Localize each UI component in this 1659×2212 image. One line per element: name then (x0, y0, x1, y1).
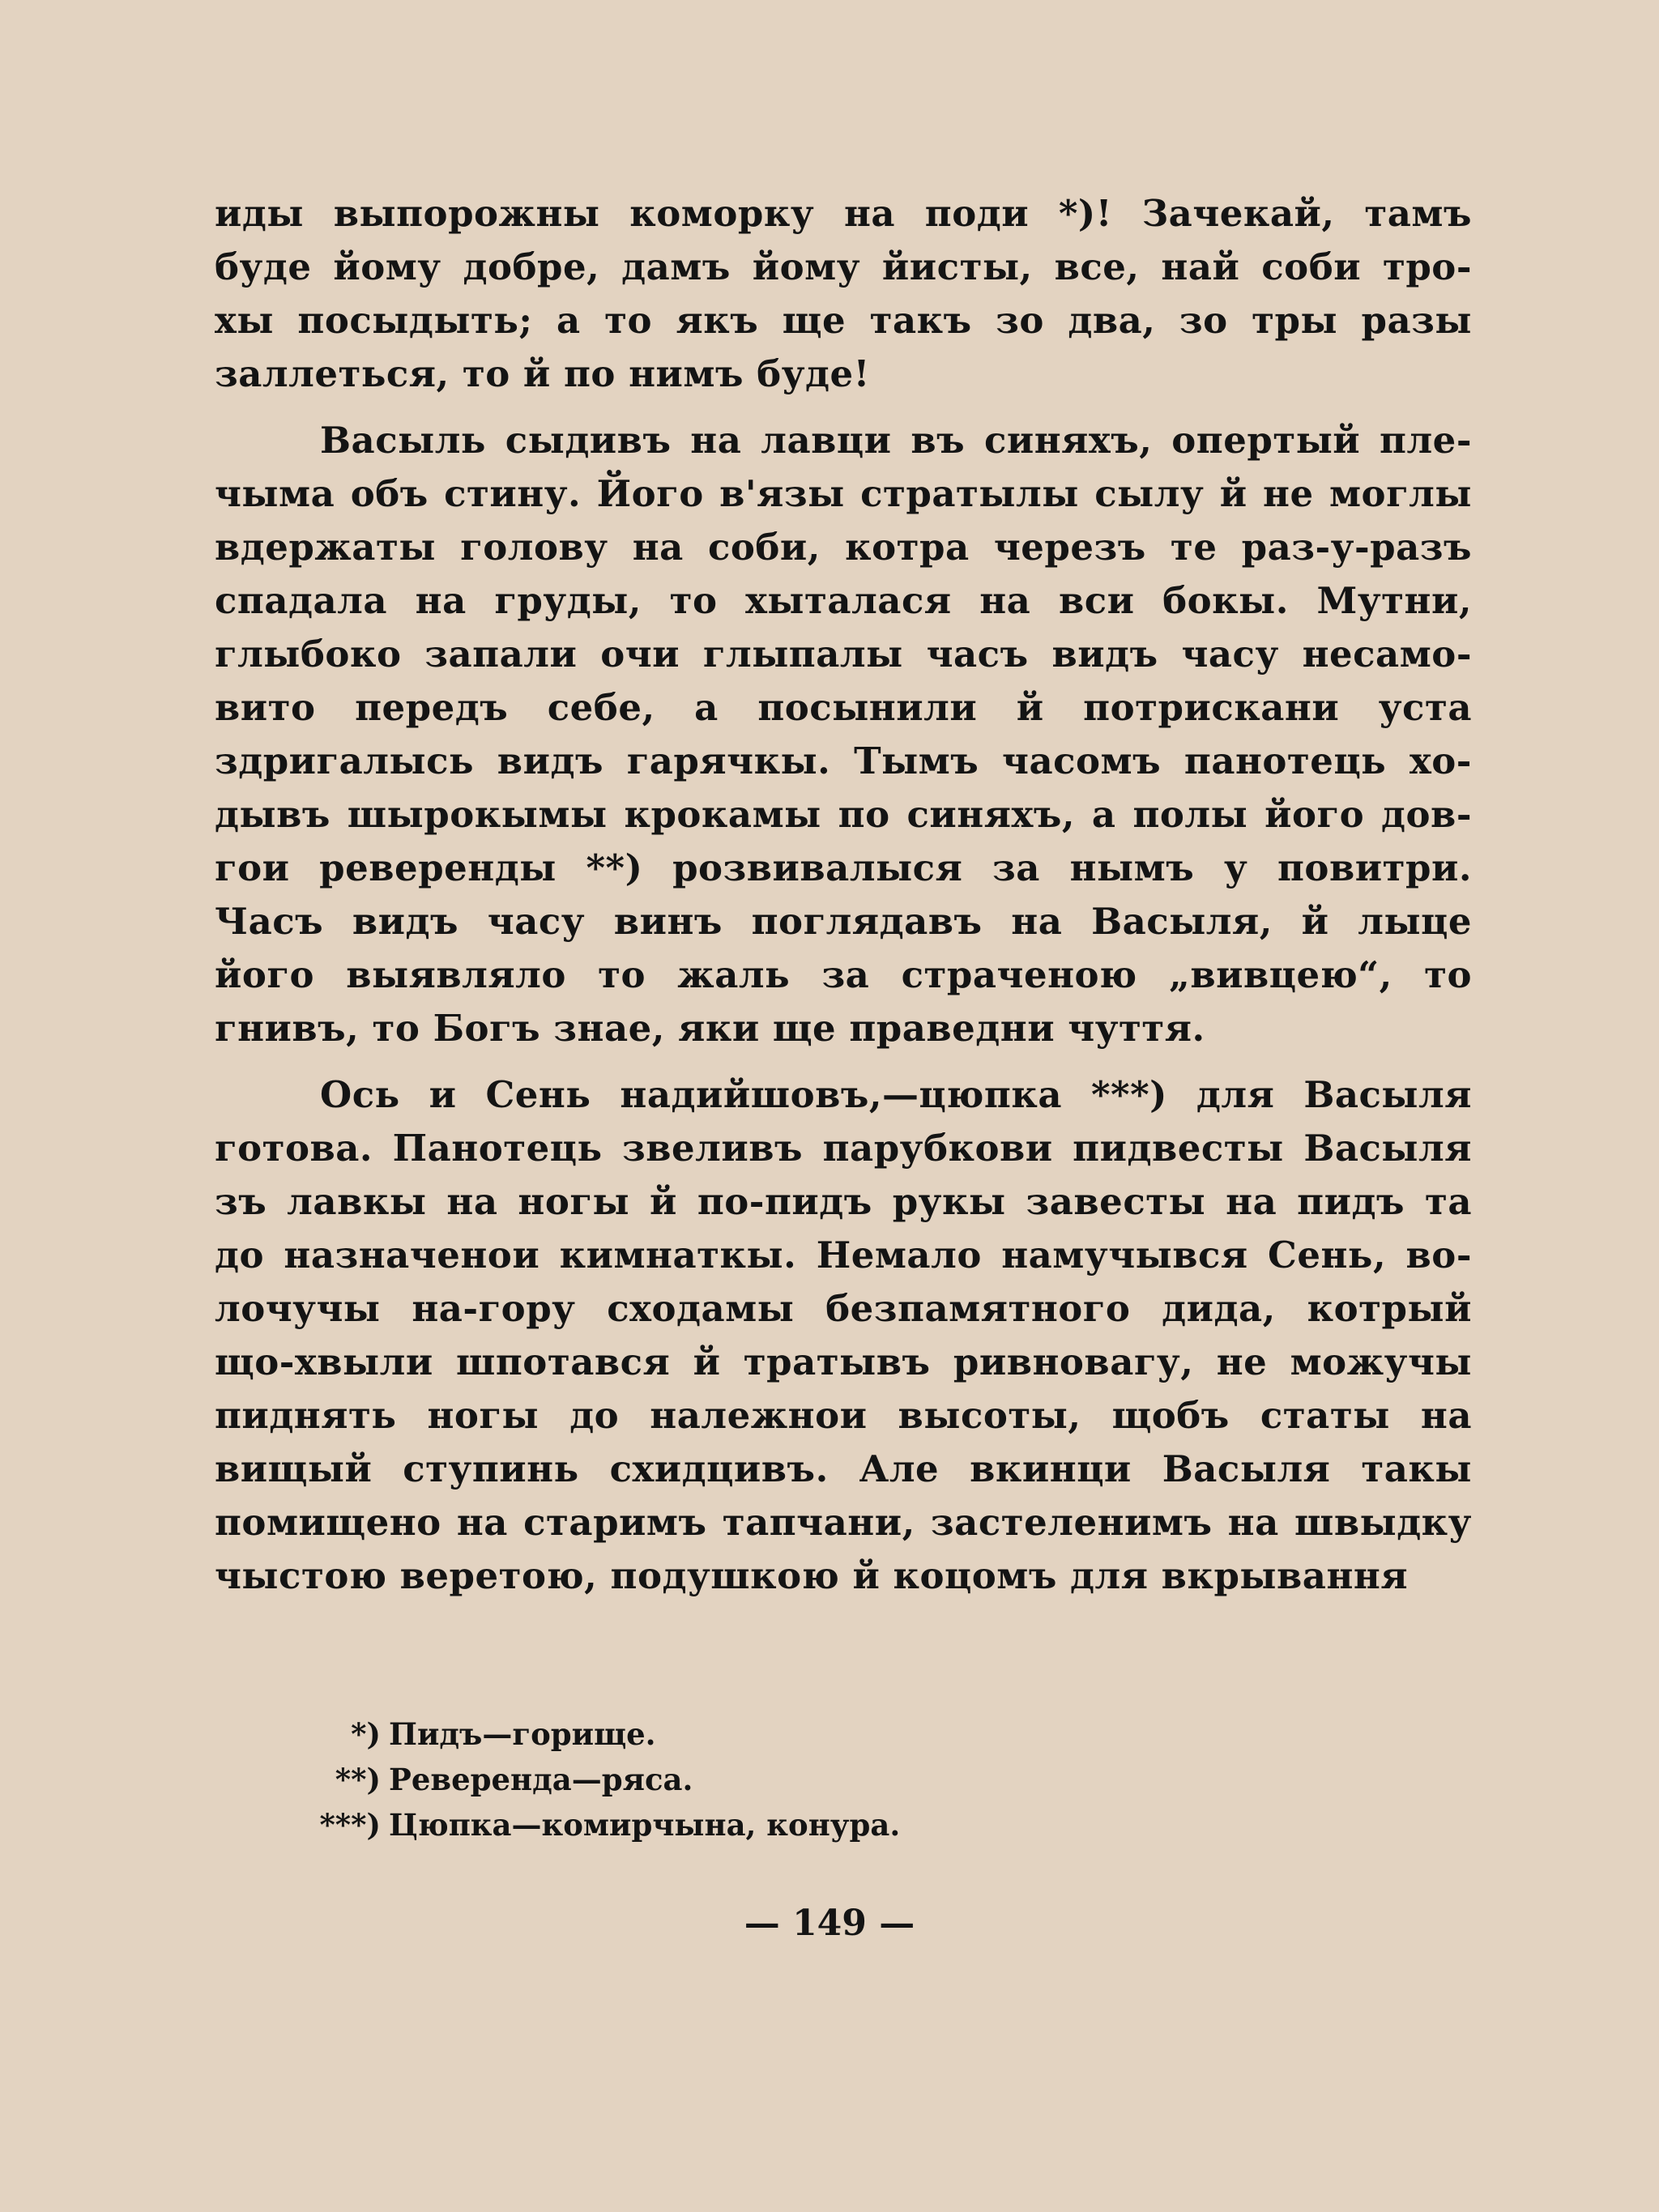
footnote (275, 1802, 1085, 1848)
text-line: пиднять ногы до належнои высоты, щобъ статы на (215, 1394, 1472, 1437)
text-line: дывъ шырокымы крокамы по синяхъ, а полы його дов- (215, 793, 1472, 836)
text-line: вищый ступинь схидцивъ. Але вкинци Васыля такы (215, 1447, 1472, 1490)
body-text (215, 187, 1472, 1603)
text-line: здригалысь видъ гарячкы. Тымъ часомъ панотець хо- (215, 739, 1472, 782)
text-line: помищено на старимъ тапчани, застеленимъ на швыдку (215, 1501, 1472, 1544)
footnote (275, 1757, 1085, 1802)
text-line: Часъ видъ часу винъ поглядавъ на Васыля, й лыце (215, 900, 1472, 943)
text-line: вито передъ себе, а посынили й потрискани уста (215, 686, 1472, 729)
text-line: що-хвыли шпотався й тратывъ ривновагу, не можучы (215, 1340, 1472, 1383)
footnote-text: Реверенда—ряса. (389, 1762, 693, 1797)
text-line: готова. Панотець звеливъ парубкови пидвесты Васыля (215, 1127, 1472, 1170)
paragraph-1 (215, 187, 1472, 401)
text-line: вдержаты голову на соби, котра черезъ те раз-у-разъ (215, 526, 1472, 569)
paragraph-3 (215, 1068, 1472, 1603)
footnote-mark: *) (351, 1716, 381, 1752)
text-line: чыстою веретою, подушкою й коцомъ для вкрывання (215, 1554, 1409, 1597)
footnotes (275, 1711, 1085, 1848)
page-number: — 149 — (744, 1903, 915, 1944)
text-line: до назначенои кимнаткы. Немало намучывся Сень, во- (215, 1234, 1472, 1276)
text-line: глыбоко запали очи глыпалы часъ видъ часу несамо- (215, 633, 1472, 676)
footnote (275, 1711, 1085, 1757)
text-line: заллеться, то й по нимъ буде! (215, 352, 870, 395)
text-line: зъ лавкы на ногы й по-пидъ рукы завесты на пидъ та (215, 1180, 1472, 1223)
text-line: спадала на груды, то хыталася на вси бокы. Мутни, (215, 579, 1472, 622)
footnote-text: Цюпка—комирчына, конура. (389, 1807, 901, 1843)
text-line: чыма объ стину. Його в'язы стратылы сылу й не моглы (215, 472, 1472, 515)
text-line: хы посыдыть; а то якъ ще такъ зо два, зо тры разы (215, 299, 1472, 342)
text-line: иды выпорожны коморку на поди *)! Зачекай, тамъ (215, 192, 1472, 235)
text-line: гнивъ, то Богъ знае, яки ще праведни чуття. (215, 1007, 1205, 1050)
footnote-text: Пидъ—горище. (389, 1716, 656, 1752)
text-line: гои реверенды **) розвивалыся за нымъ у повитри. (215, 846, 1472, 889)
paragraph-2 (215, 414, 1472, 1055)
text-line: лочучы на-гору сходамы безпамятного дида, котрый (215, 1287, 1472, 1330)
text-line: буде йому добре, дамъ йому йисты, все, най соби тро- (215, 245, 1472, 288)
footnote-mark: ***) (319, 1807, 381, 1843)
text-line: його выявляло то жаль за страченою „вивцею“, то (215, 953, 1472, 996)
footnote-mark: **) (335, 1762, 381, 1797)
text-line: Ось и Сень надийшовъ,—цюпка ***) для Васыля (320, 1073, 1472, 1116)
text-line: Васыль сыдивъ на лавци въ синяхъ, опертый пле- (320, 419, 1472, 462)
